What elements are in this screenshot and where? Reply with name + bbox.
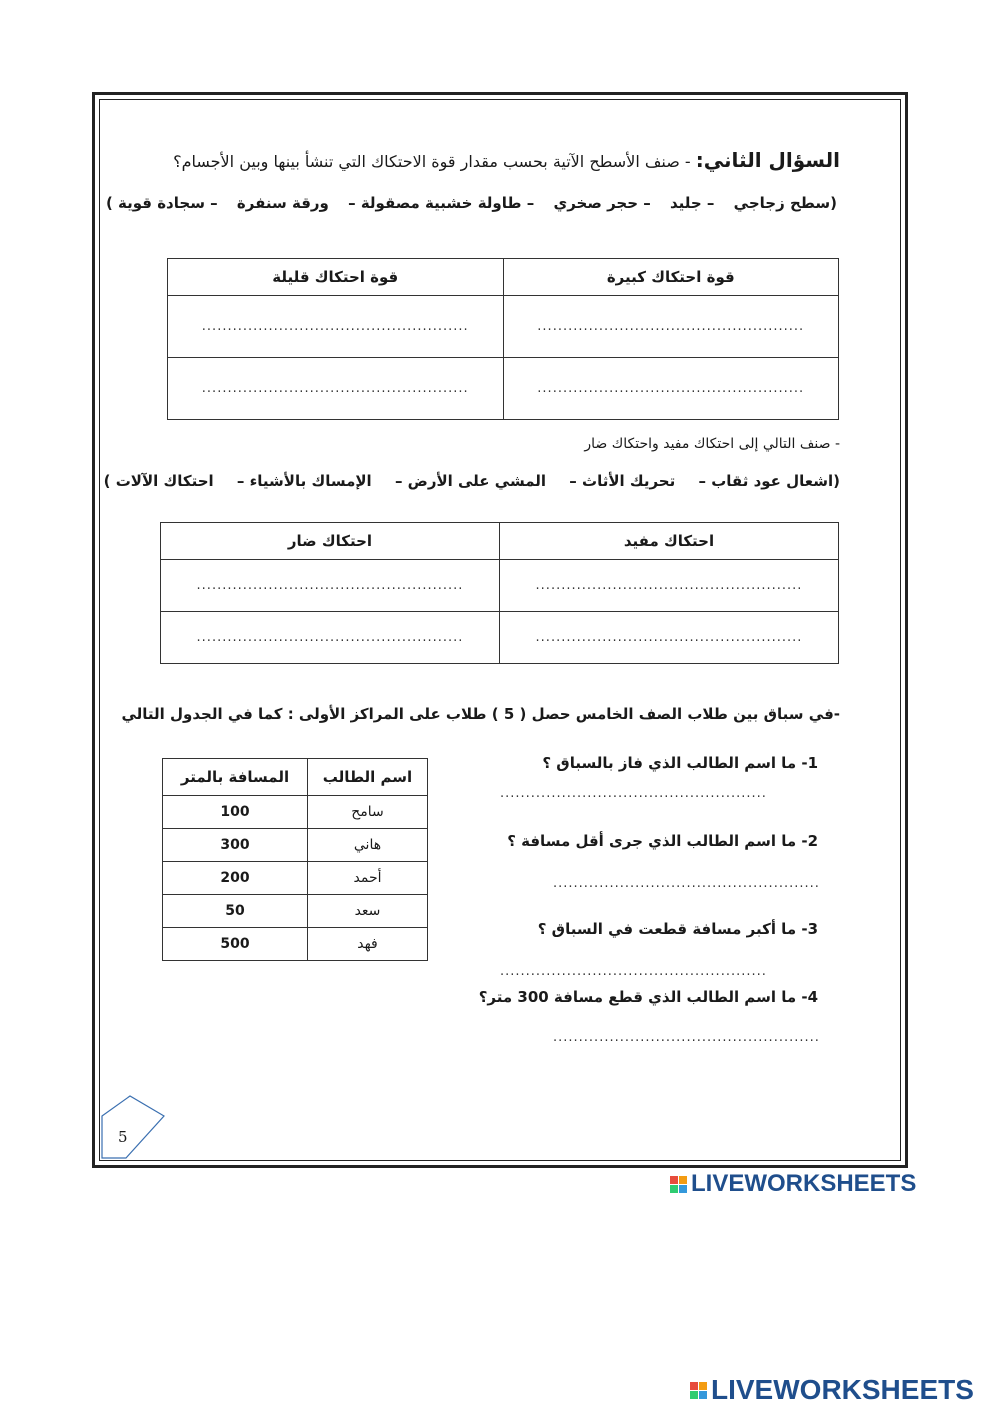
activity-item: الإمساك بالأشياء –: [236, 472, 372, 490]
question-1: 1- ما اسم الطالب الذي فاز بالسباق ؟: [542, 754, 818, 772]
race-table: [162, 758, 428, 961]
question-3: 3- ما أكبر مسافة قطعت في السباق ؟: [537, 920, 818, 938]
answer-line-2[interactable]: ....................................................: [553, 876, 820, 891]
student-name: سعد: [308, 895, 428, 928]
answer-cell[interactable]: ....................................................: [161, 560, 500, 612]
student-name: أحمد: [308, 862, 428, 895]
activity-item: (اشعال عود ثقاب –: [698, 472, 840, 490]
page-number-badge: [100, 1094, 168, 1166]
answer-line-1[interactable]: ....................................................: [500, 786, 767, 801]
answer-cell[interactable]: ....................................................: [500, 560, 839, 612]
table-header: قوة احتكاك كبيرة: [503, 259, 839, 296]
activity-item: احتكاك الآلات ): [103, 472, 214, 490]
question-two-heading: [173, 148, 840, 172]
student-name: هاني: [308, 829, 428, 862]
activity-item: المشي على الأرض –: [394, 472, 547, 490]
distance-value: 50: [163, 895, 308, 928]
table-header: المسافة بالمتر: [163, 759, 308, 796]
race-intro: -في سباق بين طلاب الصف الخامس حصل ( 5 ) طلاب على المراكز الأولى : كما في الجدول التالي: [121, 705, 840, 723]
surface-item: – سجادة قوية ): [105, 194, 218, 212]
surface-item: – جليد: [669, 194, 715, 212]
distance-value: 500: [163, 928, 308, 961]
answer-cell[interactable]: ....................................................: [168, 296, 504, 358]
distance-value: 200: [163, 862, 308, 895]
surface-item: (سطح زجاجي: [733, 194, 837, 212]
answer-cell[interactable]: ....................................................: [503, 296, 839, 358]
table-header: احتكاك مفيد: [500, 523, 839, 560]
distance-value: 100: [163, 796, 308, 829]
table-row: [163, 829, 428, 862]
answer-line-3[interactable]: ....................................................: [500, 964, 767, 979]
brand-logo-top: [670, 1170, 916, 1198]
table-row: [163, 862, 428, 895]
surface-item: – طاولة خشبية مصقولة –: [348, 194, 535, 212]
surfaces-list: [92, 194, 837, 212]
answer-cell[interactable]: ....................................................: [500, 612, 839, 664]
question-2: 2- ما اسم الطالب الذي جرى أقل مسافة ؟: [507, 832, 818, 850]
table-header: احتكاك ضار: [161, 523, 500, 560]
table-header: قوة احتكاك قليلة: [168, 259, 504, 296]
brand-grid-icon: [670, 1176, 687, 1193]
answer-cell[interactable]: ....................................................: [503, 358, 839, 420]
surface-item: – حجر صخري: [553, 194, 651, 212]
student-name: سامح: [308, 796, 428, 829]
classify-instruction: - صنف التالي إلى احتكاك مفيد واحتكاك ضار: [584, 436, 840, 452]
friction-force-table: [167, 258, 839, 420]
friction-type-table: [160, 522, 839, 664]
answer-cell[interactable]: ....................................................: [161, 612, 500, 664]
brand-grid-icon: [690, 1382, 707, 1399]
page-number-shape: [100, 1094, 168, 1162]
question-two-label: السؤال الثاني:: [695, 148, 840, 172]
brand-logo-bottom: [690, 1374, 974, 1406]
table-row: [163, 895, 428, 928]
question-two-text: - صنف الأسطح الآتية بحسب مقدار قوة الاحتكاك التي تنشأ بينها وبين الأجسام؟: [173, 152, 691, 171]
brand-name: LIVEWORKSHEETS: [711, 1374, 974, 1405]
student-name: فهد: [308, 928, 428, 961]
page-number: 5: [118, 1128, 128, 1146]
table-row: [163, 928, 428, 961]
question-4: 4- ما اسم الطالب الذي قطع مسافة 300 متر؟: [478, 988, 818, 1006]
table-row: [163, 796, 428, 829]
surface-item: ورقة سنفرة: [236, 194, 329, 212]
answer-line-4[interactable]: ....................................................: [553, 1030, 820, 1045]
activities-list: [86, 472, 840, 490]
brand-name: LIVEWORKSHEETS: [691, 1170, 917, 1197]
table-header: اسم الطالب: [308, 759, 428, 796]
answer-cell[interactable]: ....................................................: [168, 358, 504, 420]
distance-value: 300: [163, 829, 308, 862]
activity-item: تحريك الأثاث –: [569, 472, 676, 490]
